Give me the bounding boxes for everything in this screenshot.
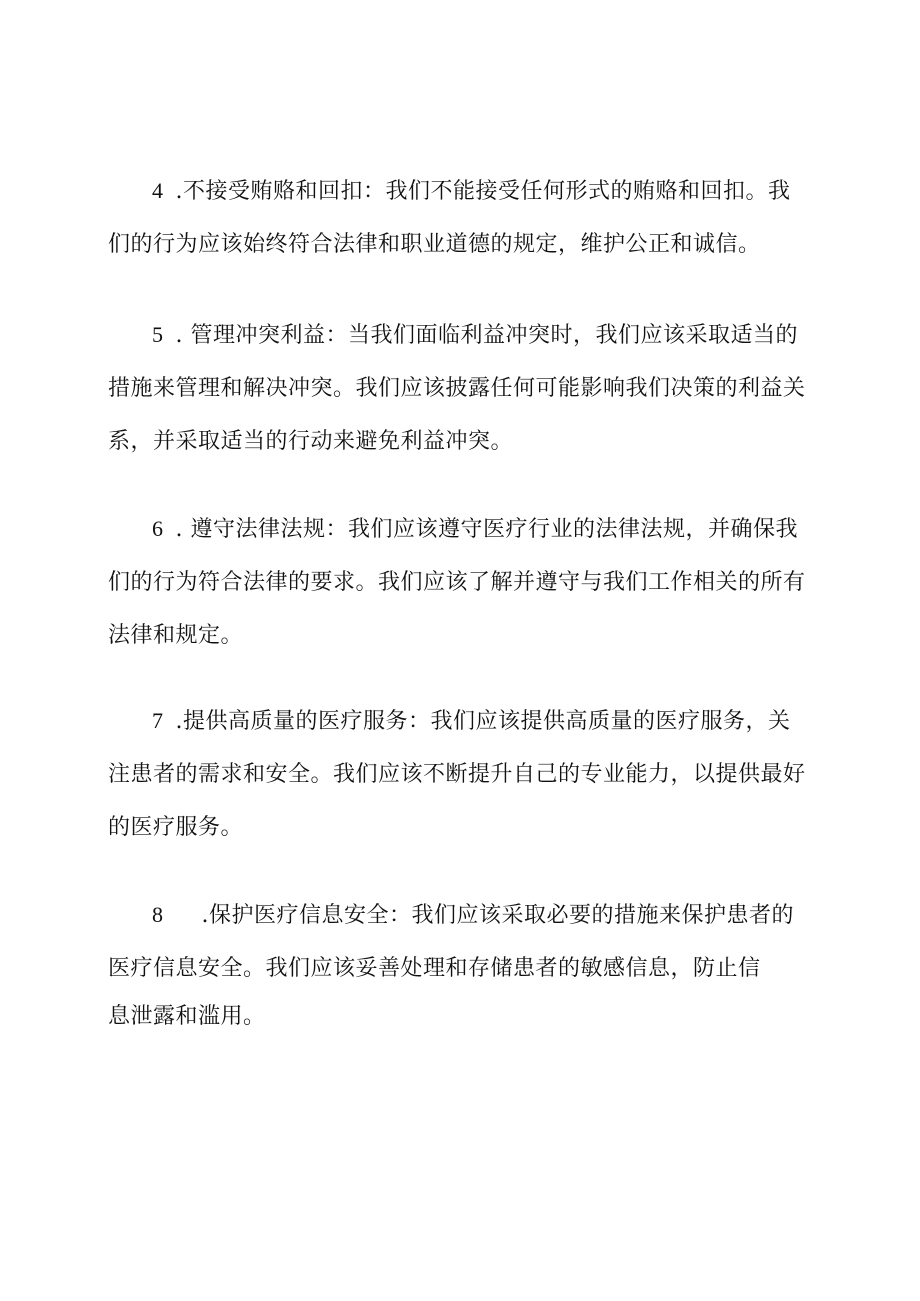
item-text-line: 们的行为应该始终符合法律和职业道德的规定，维护公正和诚信。 — [108, 232, 761, 257]
item-text-line: 注患者的需求和安全。我们应该不断提升自己的专业能力，以提供最好 — [108, 762, 806, 787]
item-text-line: .保护医疗信息安全：我们应该采取必要的措施来保护患者的 — [201, 903, 794, 928]
item-text-line: 息泄露和滥用。 — [108, 1004, 266, 1029]
item-7 — [108, 694, 828, 854]
item-text-line: . 管理冲突利益：当我们面临利益冲突时，我们应该采取适当的 — [175, 323, 798, 348]
item-5 — [108, 308, 828, 468]
item-number: 8 — [152, 902, 164, 927]
item-8 — [108, 888, 828, 1039]
item-6 — [108, 502, 828, 662]
item-text-line: . 遵守法律法规：我们应该遵守医疗行业的法律法规，并确保我 — [175, 517, 798, 542]
item-text-line: .不接受贿赂和回扣：我们不能接受任何形式的贿赂和回扣。我 — [175, 179, 791, 204]
item-4 — [108, 164, 828, 271]
item-text-line: 系，并采取适当的行动来避免利益冲突。 — [108, 429, 514, 454]
item-number: 7 — [152, 708, 164, 733]
item-number: 6 — [152, 516, 164, 541]
item-number: 4 — [152, 178, 164, 203]
item-text-line: 医疗信息安全。我们应该妥善处理和存储患者的敏感信息，防止信 — [108, 956, 761, 981]
item-number: 5 — [152, 322, 164, 347]
item-text-line: 的医疗服务。 — [108, 815, 244, 840]
item-text-line: 法律和规定。 — [108, 623, 244, 648]
item-text-line: 措施来管理和解决冲突。我们应该披露任何可能影响我们决策的利益关 — [108, 376, 806, 401]
item-text-line: .提供高质量的医疗服务：我们应该提供高质量的医疗服务，关 — [175, 709, 791, 734]
item-text-line: 们的行为符合法律的要求。我们应该了解并遵守与我们工作相关的所有 — [108, 570, 806, 595]
